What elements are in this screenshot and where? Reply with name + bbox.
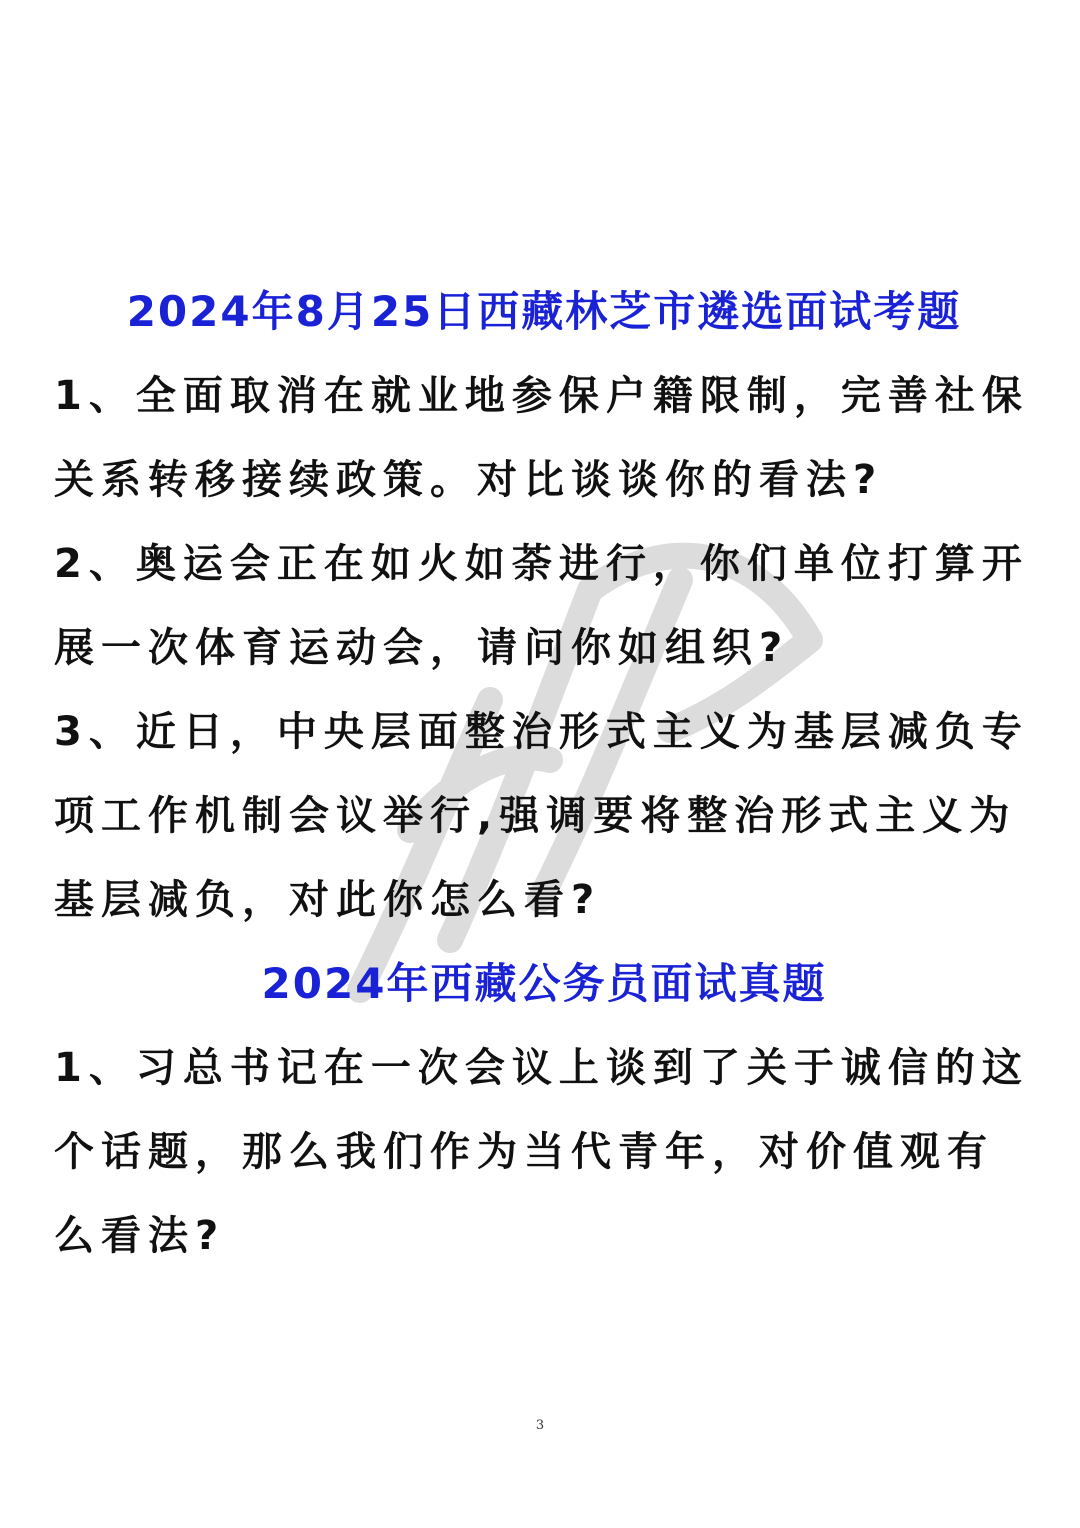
document-body [54,270,1034,1278]
question-item: 1、习总书记在一次会议上谈到了关于诚信的这个话题，那么我们作为当代青年，对价值观有么看法? [54,1045,1029,1259]
section-title-linzhi: 2024年8月25日西藏林芝市遴选面试考题 [126,287,962,336]
question-item: 2、奥运会正在如火如荼进行，你们单位打算开展一次体育运动会，请问你如组织? [54,541,1029,671]
question-item: 1、全面取消在就业地参保户籍限制，完善社保关系转移接续政策。对比谈谈你的看法? [54,373,1029,503]
section-title-xizang-civil-service: 2024年西藏公务员面试真题 [261,959,827,1008]
page-number: 3 [535,1418,545,1433]
question-item: 3、近日，中央层面整治形式主义为基层减负专项工作机制会议举行,强调要将整治形式主义为基层减负，对此你怎么看? [54,709,1029,923]
